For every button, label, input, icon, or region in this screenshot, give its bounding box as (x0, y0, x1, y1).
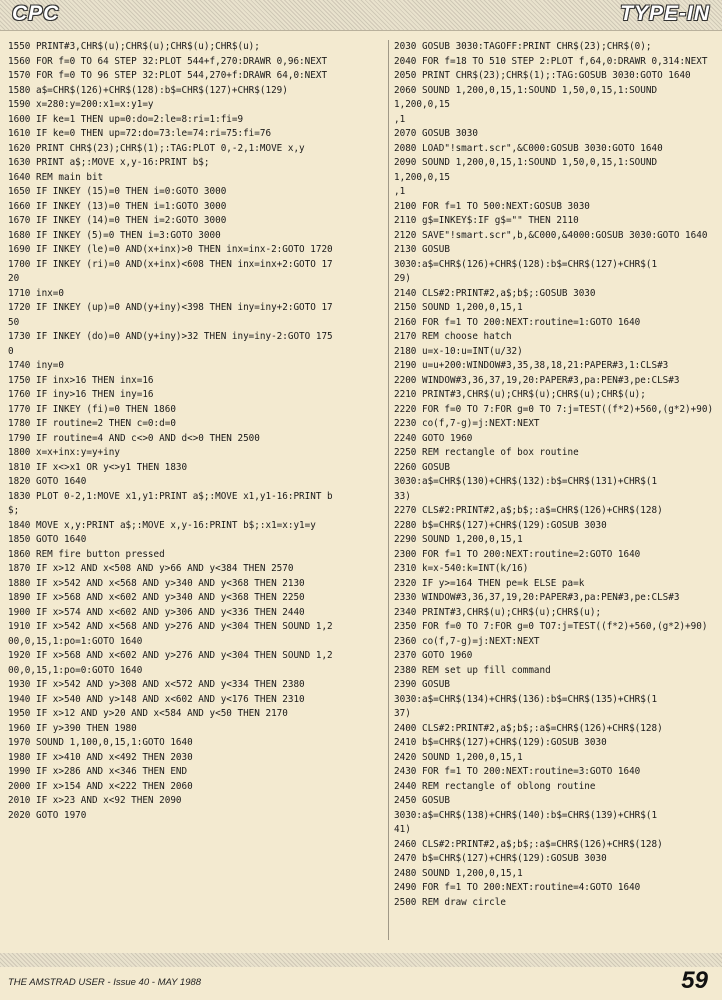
code-line: 1850 GOTO 1640 (8, 534, 87, 545)
publication-credit: THE AMSTRAD USER - Issue 40 - MAY 1988 (8, 977, 202, 988)
code-line: 1660 IF INKEY (13)=0 THEN i=1:GOTO 3000 (8, 200, 227, 212)
code-line: 29) (394, 273, 411, 284)
code-line: 1580 a$=CHR$(126)+CHR$(128):b$=CHR$(127)+CHR$(129) (8, 84, 288, 96)
code-line: 1700 IF INKEY (ri)=0 AND(x+inx)<608 THEN inx=inx+2:GOTO 17 (8, 258, 333, 270)
code-line: 2180 u=x-10:u=INT(u/32) (394, 345, 523, 357)
code-line: 33) (394, 490, 411, 502)
code-line: 1760 IF iny>16 THEN iny=16 (8, 389, 154, 400)
code-line: 1640 REM main bit (8, 171, 104, 183)
code-line: 2030 GOSUB 3030:TAGOFF:PRINT CHR$(23);CHR$(0); (394, 41, 652, 52)
code-line: 2200 WINDOW#3,36,37,19,20:PAPER#3,pa:PEN#3,pe:CLS#3 (394, 374, 680, 386)
code-line: 2340 PRINT#3,CHR$(u);CHR$(u);CHR$(u); (394, 606, 602, 618)
code-line: 1740 iny=0 (8, 360, 64, 371)
code-line: 2110 g$=INKEY$:IF g$="" THEN 2110 (394, 215, 579, 226)
code-line: $; (8, 505, 20, 516)
code-line: 2190 u=u+200:WINDOW#3,35,38,18,21:PAPER#3,1:CLS#3 (394, 360, 669, 371)
code-line: 2420 SOUND 1,200,0,15,1 (394, 751, 523, 763)
code-line: 1600 IF ke=1 THEN up=0:do=2:le=8:ri=1:fi=9 (8, 113, 244, 125)
code-line: 1690 IF INKEY (le)=0 AND(x+inx)>0 THEN inx=inx-2:GOTO 1720 (8, 244, 333, 255)
code-line: 2380 REM set up fill command (394, 664, 551, 676)
code-line: 41) (394, 824, 411, 835)
code-line: 1900 IF x>574 AND x<602 AND y>306 AND y<336 THEN 2440 (8, 606, 305, 618)
code-line: 1630 PRINT a$;:MOVE x,y-16:PRINT b$; (8, 157, 210, 168)
code-line: 2460 CLS#2:PRINT#2,a$;b$;:a$=CHR$(126)+CHR$(128) (394, 838, 663, 850)
code-line: 1830 PLOT 0-2,1:MOVE x1,y1:PRINT a$;:MOVE x1,y1-16:PRINT b (8, 490, 333, 502)
footer-band (0, 953, 722, 967)
code-line: 2360 co(f,7-g)=j:NEXT:NEXT (394, 635, 540, 647)
code-line: 2130 GOSUB 3030:a$=CHR$(126)+CHR$(128):b$=CHR$(127)+CHR$(1 (394, 244, 658, 270)
code-line: 0 (8, 345, 14, 357)
code-line: 2240 GOTO 1960 (394, 432, 473, 444)
code-line: 2350 FOR f=0 TO 7:FOR g=0 TO7:j=TEST((f*2)+560,(g*2)+90) (394, 621, 708, 632)
listing-right-column (394, 40, 714, 940)
code-line: 1620 PRINT CHR$(23);CHR$(1);:TAG:PLOT 0,-2,1:MOVE x,y (8, 142, 305, 154)
code-line: 00,0,15,1:po=0:GOTO 1640 (8, 664, 143, 676)
code-line: 2020 GOTO 1970 (8, 809, 87, 821)
code-line: ,1 (394, 113, 406, 125)
code-line: 1780 IF routine=2 THEN c=0:d=0 (8, 418, 176, 429)
code-line: 2060 SOUND 1,200,0,15,1:SOUND 1,50,0,15,1:SOUND 1,200,0,15 (394, 84, 663, 110)
listing-columns (8, 40, 714, 940)
code-line: 1770 IF INKEY (fi)=0 THEN 1860 (8, 403, 176, 415)
code-line: 1970 SOUND 1,100,0,15,1:GOTO 1640 (8, 737, 193, 748)
code-line: 2120 SAVE"!smart.scr",b,&C000,&4000:GOSUB 3030:GOTO 1640 (394, 229, 708, 241)
code-line: 1960 IF y>390 THEN 1980 (8, 722, 137, 734)
code-line: 1880 IF x>542 AND x<568 AND y>340 AND y<368 THEN 2130 (8, 577, 305, 589)
code-line: 1920 IF x>568 AND x<602 AND y>276 AND y<304 THEN SOUND 1,2 (8, 650, 333, 661)
code-line: 1670 IF INKEY (14)=0 THEN i=2:GOTO 3000 (8, 215, 227, 226)
code-line: 1610 IF ke=0 THEN up=72:do=73:le=74:ri=75:fi=76 (8, 128, 272, 139)
code-line: 1950 IF x>12 AND y>20 AND x<584 AND y<50 THEN 2170 (8, 708, 288, 719)
code-line: 2440 REM rectangle of oblong routine (394, 780, 596, 792)
code-line: 2300 FOR f=1 TO 200:NEXT:routine=2:GOTO 1640 (394, 548, 641, 560)
code-line: 1890 IF x>568 AND x<602 AND y>340 AND y<368 THEN 2250 (8, 592, 305, 603)
code-line: 2330 WINDOW#3,36,37,19,20:PAPER#3,pa:PEN#3,pe:CLS#3 (394, 592, 680, 603)
code-line: 1650 IF INKEY (15)=0 THEN i=0:GOTO 3000 (8, 186, 227, 197)
code-line: 1800 x=x+inx:y=y+iny (8, 447, 120, 458)
code-line: 1570 FOR f=0 TO 96 STEP 32:PLOT 544,270+f:DRAWR 64,0:NEXT (8, 70, 328, 81)
code-line: 2080 LOAD"!smart.scr",&C000:GOSUB 3030:GOTO 1640 (394, 142, 663, 154)
code-line: 2280 b$=CHR$(127)+CHR$(129):GOSUB 3030 (394, 519, 607, 531)
code-line: 2430 FOR f=1 TO 200:NEXT:routine=3:GOTO 1640 (394, 766, 641, 777)
code-line: 1820 GOTO 1640 (8, 476, 87, 487)
code-line: 2260 GOSUB 3030:a$=CHR$(130)+CHR$(132):b$=CHR$(131)+CHR$(1 (394, 461, 658, 487)
code-line: 2220 FOR f=0 TO 7:FOR g=0 TO 7:j=TEST((f*2)+560,(g*2)+90) (394, 403, 714, 415)
code-line: 50 (8, 316, 20, 328)
code-line: 2390 GOSUB 3030:a$=CHR$(134)+CHR$(136):b$=CHR$(135)+CHR$(1 (394, 679, 658, 705)
code-line: 2040 FOR f=18 TO 510 STEP 2:PLOT f,64,0:DRAWR 0,314:NEXT (394, 55, 708, 67)
section-label: CPC (12, 2, 60, 25)
column-divider (388, 40, 389, 940)
code-line: 2290 SOUND 1,200,0,15,1 (394, 534, 523, 545)
code-line: 2010 IF x>23 AND x<92 THEN 2090 (8, 795, 182, 806)
code-line: 2450 GOSUB 3030:a$=CHR$(138)+CHR$(140):b$=CHR$(139)+CHR$(1 (394, 795, 658, 821)
code-line: 1710 inx=0 (8, 287, 64, 299)
code-line: 2150 SOUND 1,200,0,15,1 (394, 302, 523, 313)
code-line: 1810 IF x<>x1 OR y<>y1 THEN 1830 (8, 461, 188, 473)
code-line: 1910 IF x>542 AND x<568 AND y>276 AND y<304 THEN SOUND 1,2 (8, 621, 333, 632)
code-line: ,1 (394, 186, 406, 197)
listing-left-column (8, 40, 380, 940)
code-line: 1940 IF x>540 AND y>148 AND x<602 AND y<176 THEN 2310 (8, 693, 305, 705)
code-line: 2370 GOTO 1960 (394, 650, 473, 661)
code-line: 2400 CLS#2:PRINT#2,a$;b$;:a$=CHR$(126)+CHR$(128) (394, 722, 663, 734)
code-line: 2160 FOR f=1 TO 200:NEXT:routine=1:GOTO 1640 (394, 316, 641, 328)
code-line: 1930 IF x>542 AND y>308 AND x<572 AND y<334 THEN 2380 (8, 679, 305, 690)
code-line: 2100 FOR f=1 TO 500:NEXT:GOSUB 3030 (394, 200, 590, 212)
code-line: 2070 GOSUB 3030 (394, 128, 478, 139)
code-line: 00,0,15,1:po=1:GOTO 1640 (8, 635, 143, 647)
code-line: 1750 IF inx>16 THEN inx=16 (8, 374, 154, 386)
code-line: 2250 REM rectangle of box routine (394, 447, 579, 458)
code-line: 2000 IF x>154 AND x<222 THEN 2060 (8, 780, 193, 792)
page-footer (0, 953, 722, 1000)
code-line: 2500 REM draw circle (394, 896, 506, 908)
code-line: 2090 SOUND 1,200,0,15,1:SOUND 1,50,0,15,1:SOUND 1,200,0,15 (394, 157, 663, 183)
code-line: 1560 FOR f=0 TO 64 STEP 32:PLOT 544+f,270:DRAWR 0,96:NEXT (8, 55, 328, 67)
code-line: 2050 PRINT CHR$(23);CHR$(1);:TAG:GOSUB 3030:GOTO 1640 (394, 70, 691, 81)
code-line: 2270 CLS#2:PRINT#2,a$;b$;:a$=CHR$(126)+CHR$(128) (394, 505, 663, 516)
code-line: 1550 PRINT#3,CHR$(u);CHR$(u);CHR$(u);CHR$(u); (8, 41, 260, 52)
code-line: 2210 PRINT#3,CHR$(u);CHR$(u);CHR$(u);CHR$(u); (394, 389, 646, 400)
code-line: 1730 IF INKEY (do)=0 AND(y+iny)>32 THEN iny=iny-2:GOTO 175 (8, 331, 333, 342)
code-line: 1790 IF routine=4 AND c<>0 AND d<>0 THEN 2500 (8, 432, 260, 444)
code-line: 2490 FOR f=1 TO 200:NEXT:routine=4:GOTO 1640 (394, 882, 641, 893)
code-line: 1870 IF x>12 AND x<508 AND y>66 AND y<384 THEN 2570 (8, 563, 294, 574)
code-line: 2230 co(f,7-g)=j:NEXT:NEXT (394, 418, 540, 429)
code-line: 1590 x=280:y=200:x1=x:y1=y (8, 99, 154, 110)
section-type-label: TYPE-IN (620, 2, 710, 25)
code-line: 2410 b$=CHR$(127)+CHR$(129):GOSUB 3030 (394, 737, 607, 748)
code-line: 2320 IF y>=164 THEN pe=k ELSE pa=k (394, 577, 585, 589)
code-line: 2470 b$=CHR$(127)+CHR$(129):GOSUB 3030 (394, 853, 607, 864)
code-line: 20 (8, 273, 20, 284)
code-line: 1840 MOVE x,y:PRINT a$;:MOVE x,y-16:PRINT b$;:x1=x:y1=y (8, 519, 316, 531)
page-header (0, 0, 722, 31)
code-line: 1980 IF x>410 AND x<492 THEN 2030 (8, 751, 193, 763)
code-line: 2140 CLS#2:PRINT#2,a$;b$;:GOSUB 3030 (394, 287, 596, 299)
code-line: 1720 IF INKEY (up)=0 AND(y+iny)<398 THEN iny=iny+2:GOTO 17 (8, 302, 333, 313)
code-line: 2170 REM choose hatch (394, 331, 512, 342)
code-line: 1680 IF INKEY (5)=0 THEN i=3:GOTO 3000 (8, 229, 221, 241)
code-line: 37) (394, 708, 411, 719)
code-line: 2310 k=x-540:k=INT(k/16) (394, 563, 529, 574)
code-line: 1990 IF x>286 AND x<346 THEN END (8, 766, 188, 777)
code-line: 2480 SOUND 1,200,0,15,1 (394, 867, 523, 879)
code-line: 1860 REM fire button pressed (8, 548, 165, 560)
page-number: 59 (681, 967, 708, 994)
